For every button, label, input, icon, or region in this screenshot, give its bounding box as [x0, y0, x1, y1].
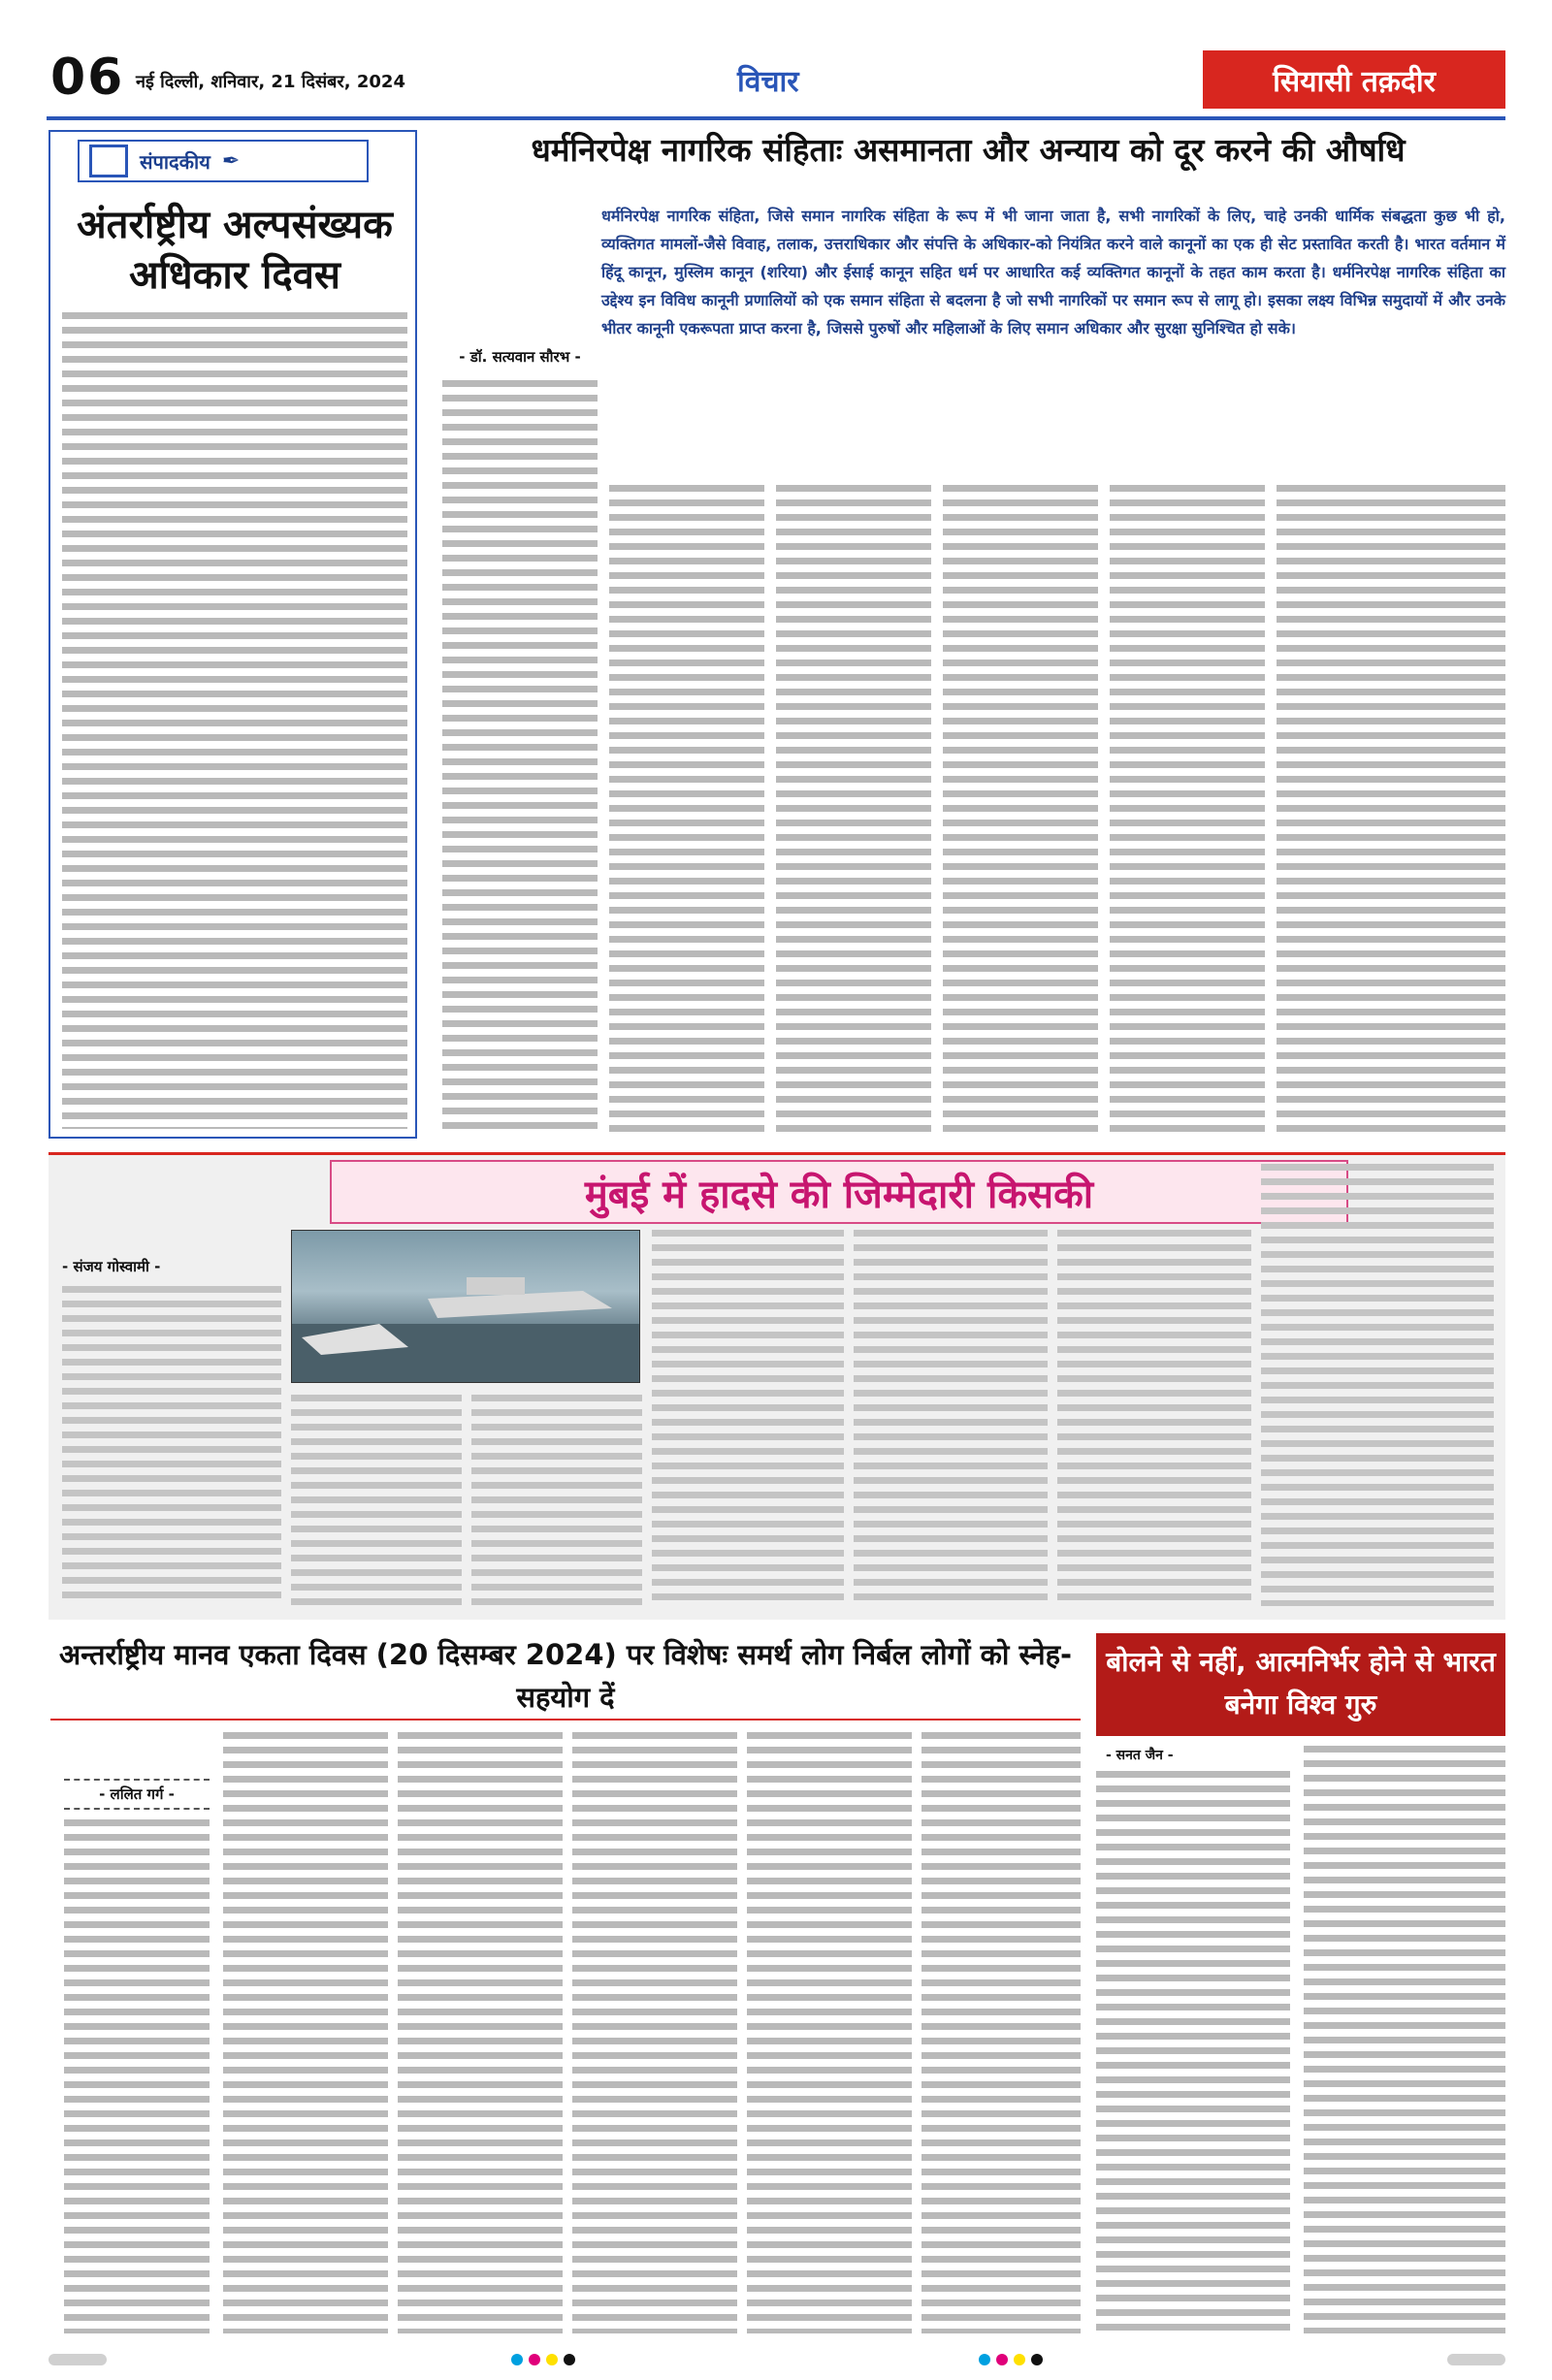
mumbai-column-1	[62, 1286, 281, 1606]
pen-icon: ✒	[221, 148, 241, 174]
self-reliance-headline: बोलने से नहीं, आत्मनिर्भर होने से भारत बनेगा विश्व गुरु	[1096, 1633, 1505, 1736]
yellow-dot	[546, 2354, 558, 2365]
black-dot	[564, 2354, 575, 2365]
lead-author: - डॉ. सत्यवान सौरभ -	[459, 348, 581, 366]
lead-column-4	[943, 485, 1098, 1137]
mumbai-column-2	[291, 1395, 462, 1606]
unity-column-1	[64, 1819, 210, 2333]
yellow-dot	[1014, 2354, 1025, 2365]
lead-intro: धर्मनिरपेक्ष नागरिक संहिता, जिसे समान नागरिक संहिता के रूप में भी जाना जाता है, सभी नागरिकों के लिए, चाहे उनकी धार्मिक संबद्धता कुछ भी हो, व्यक्तिगत मामलों-जैसे विवाह, तलाक, उत्तराधिकार और संपत्ति के अधिकार-को नियंत्रित करने वाले कानूनों का एक ही सेट प्रस्तावित करती है। भारत वर्तमान में हिंदू कानून, मुस्लिम कानून (शरिया) और ईसाई कानून सहित धर्म पर आधारित कई व्यक्तिगत कानूनों के तहत काम करता है। धर्मनिरपेक्ष नागरिक संहिता का उद्देश्य इन विविध कानूनी प्रणालियों को एक समान संहिता से बदलना है जो सभी नागरिकों पर समान रूप से लागू हो। इसका लक्ष्य विभिन्न समुदायों में और उनके भीतर कानूनी एकरूपता प्राप्त करना है, जिससे पुरुषों और महिलाओं के लिए समान अधिकार और सुरक्षा सुनिश्चित हो सके।	[601, 207, 1505, 338]
editorial-tag	[78, 140, 369, 182]
color-dots-left	[511, 2354, 575, 2365]
mumbai-column-3	[471, 1395, 642, 1606]
editorial-body	[62, 312, 407, 1129]
mumbai-column-5	[854, 1230, 1048, 1606]
cyan-dot	[511, 2354, 523, 2365]
self-reliance-column-1	[1096, 1771, 1290, 2333]
lead-column-3	[776, 485, 931, 1137]
lead-headline: धर्मनिरपेक्ष नागरिक संहिताः असमानता और अन्याय को दूर करने की औषधि	[531, 131, 1406, 169]
masthead-rule	[47, 116, 1505, 120]
magenta-dot	[996, 2354, 1008, 2365]
mumbai-column-7	[1261, 1164, 1494, 1606]
unity-day-headline: अन्तर्राष्ट्रीय मानव एकता दिवस (20 दिसम्बर 2024) पर विशेषः समर्थ लोग निर्बल लोगों को स्नेह-सहयोग दें	[50, 1633, 1081, 1721]
self-reliance-author: - सनत जैन -	[1106, 1748, 1174, 1763]
print-registration-marks	[48, 2351, 1505, 2368]
cyan-dot	[979, 2354, 990, 2365]
editorial-title: अंतर्राष्ट्रीय अल्पसंख्यक अधिकार दिवस	[77, 203, 393, 298]
unity-column-2	[223, 1732, 388, 2333]
mumbai-boat-photo	[291, 1230, 640, 1383]
editorial-tag-label: संपादकीय	[140, 149, 210, 174]
page-number: 06	[50, 48, 125, 107]
unity-day-author: - ललित गर्ग -	[64, 1779, 210, 1810]
lead-column-6	[1277, 485, 1505, 1137]
color-dots-right	[979, 2354, 1043, 2365]
registration-pill-right	[1447, 2354, 1505, 2365]
magenta-dot	[529, 2354, 540, 2365]
mumbai-headline: मुंबई में हादसे की जिम्मेदारी किसकी	[330, 1160, 1348, 1224]
section-label-right: सियासी तक़दीर	[1203, 50, 1505, 109]
black-dot	[1031, 2354, 1043, 2365]
mumbai-column-4	[652, 1230, 844, 1606]
unity-column-4	[572, 1732, 737, 2333]
section-label-center: विचार	[737, 65, 799, 99]
unity-column-5	[747, 1732, 912, 2333]
mumbai-column-6	[1057, 1230, 1251, 1606]
registration-pill-left	[48, 2354, 107, 2365]
self-reliance-column-2	[1304, 1746, 1505, 2333]
unity-column-6	[922, 1732, 1081, 2333]
lead-column-1	[442, 380, 598, 1137]
mumbai-author: - संजय गोस्वामी -	[62, 1258, 161, 1275]
lead-column-2	[609, 485, 764, 1137]
unity-column-3	[398, 1732, 563, 2333]
issue-date: नई दिल्ली, शनिवार, 21 दिसंबर, 2024	[136, 72, 405, 92]
lead-column-5	[1110, 485, 1265, 1137]
boat-wreck-illustration	[292, 1231, 639, 1382]
editorial-square-icon	[89, 145, 128, 177]
